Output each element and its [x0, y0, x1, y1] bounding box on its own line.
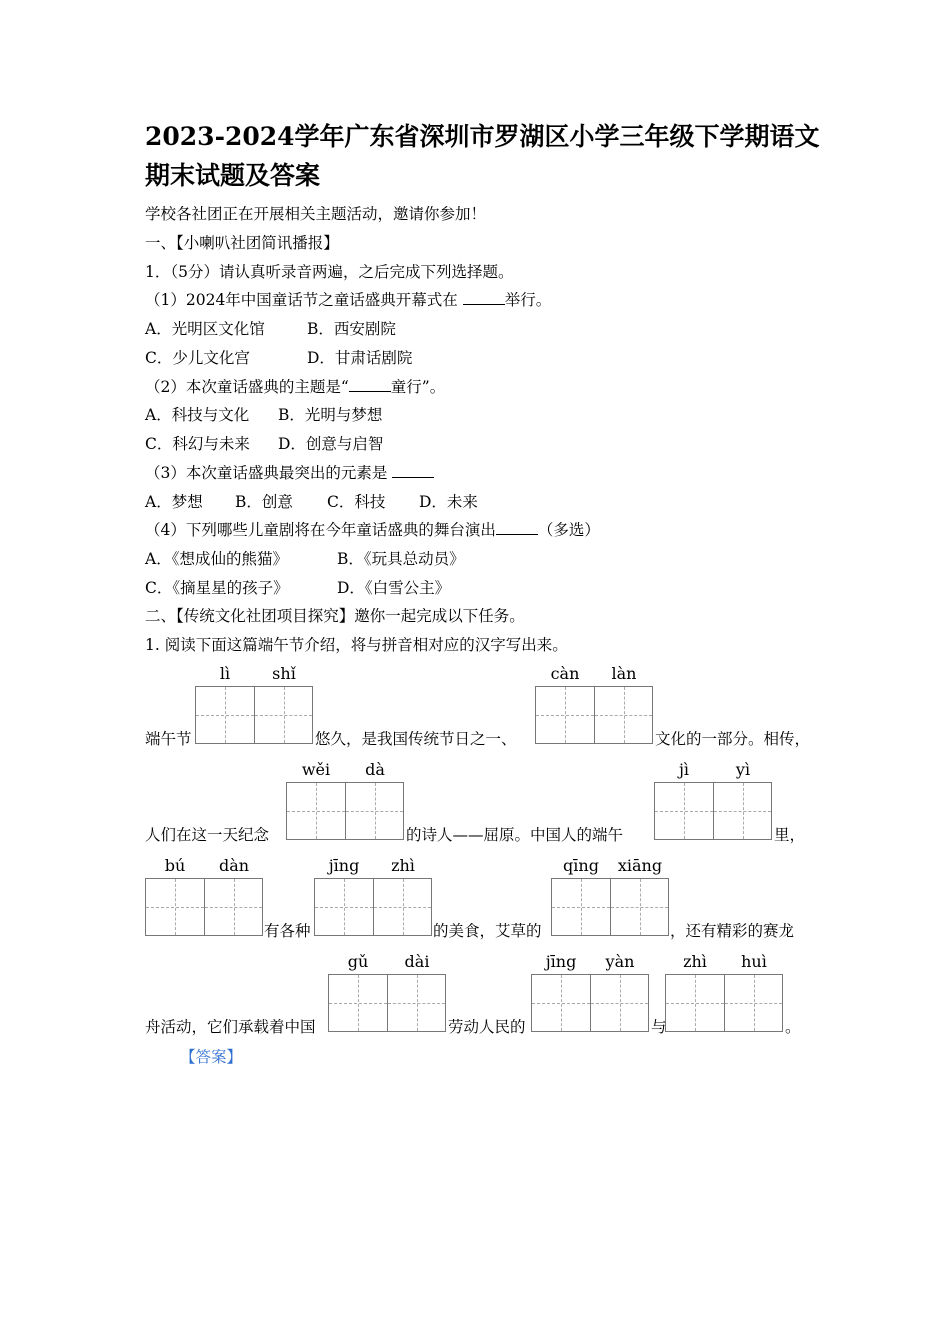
- passage-text: 里，: [774, 826, 806, 844]
- passage-text: 悠久，是我国传统节日之一、: [315, 730, 517, 748]
- pinyin-label: bú: [164, 856, 186, 875]
- character-grid[interactable]: [314, 878, 432, 936]
- pinyin-label: jīng: [328, 856, 360, 875]
- option-d: D．甘肃话剧院: [307, 349, 413, 367]
- grid-cell[interactable]: [387, 975, 445, 1031]
- pinyin-label: càn: [550, 664, 580, 683]
- option-b: B．光明与梦想: [278, 406, 383, 424]
- grid-cell[interactable]: [594, 687, 652, 743]
- passage-text: 舟活动，它们承载着中国: [145, 1018, 316, 1036]
- option-d: D．创意与启智: [278, 435, 384, 453]
- character-grid[interactable]: [665, 974, 783, 1032]
- pinyin-label: jì: [678, 760, 690, 779]
- grid-cell[interactable]: [666, 975, 724, 1031]
- question-1-1-text: （1）2024年中国童话节之童话盛典开幕式在: [145, 291, 463, 309]
- option-a: A．光明区文化馆: [145, 320, 265, 338]
- pinyin-label: dàn: [218, 856, 250, 875]
- answer-blank: [496, 520, 538, 535]
- question-1-4-suffix: （多选）: [537, 521, 600, 539]
- question-1-1-options-ab: [145, 319, 396, 339]
- option-a: A．《想成仙的熊猫》: [145, 550, 288, 568]
- question-1-2-text: （2）本次童话盛典的主题是“: [145, 378, 349, 396]
- option-a: A．梦想: [145, 493, 203, 511]
- pinyin-label: gǔ: [347, 952, 369, 971]
- option-c: C．《摘星星的孩子》: [145, 579, 289, 597]
- pinyin-label: zhì: [683, 952, 707, 971]
- grid-cell[interactable]: [196, 687, 254, 743]
- question-1-1-suffix: 举行。: [504, 291, 552, 309]
- passage-text: 的美食，艾草的: [433, 922, 542, 940]
- passage-text: 劳动人民的: [448, 1018, 526, 1036]
- grid-cell[interactable]: [552, 879, 610, 935]
- grid-cell[interactable]: [287, 783, 345, 839]
- pinyin-label: yàn: [605, 952, 635, 971]
- grid-cell[interactable]: [655, 783, 713, 839]
- pinyin-label: dài: [404, 952, 430, 971]
- option-d: D．未来: [419, 493, 478, 511]
- question-2-1: 1. 阅读下面这篇端午节介绍，将与拼音相对应的汉字写出来。: [145, 636, 568, 654]
- pinyin-label: zhì: [391, 856, 415, 875]
- option-d: D．《白雪公主》: [337, 579, 451, 597]
- pinyin-label: xiāng: [617, 856, 663, 875]
- passage-text: 端午节: [145, 730, 192, 748]
- passage-text: 与: [651, 1018, 667, 1036]
- option-c: C．少儿文化宫: [145, 349, 250, 367]
- question-1-1: [145, 290, 551, 310]
- grid-cell[interactable]: [724, 975, 782, 1031]
- question-1-2-suffix: 童行”。: [390, 378, 446, 396]
- grid-cell[interactable]: [254, 687, 312, 743]
- pinyin-label: làn: [611, 664, 637, 683]
- doc-title-line1: 2023-2024学年广东省深圳市罗湖区小学三年级下学期语文: [145, 122, 820, 151]
- option-b: B．西安剧院: [307, 320, 396, 338]
- grid-cell[interactable]: [329, 975, 387, 1031]
- question-1-2: [145, 377, 445, 397]
- grid-cell[interactable]: [315, 879, 373, 935]
- question-1-4: [145, 520, 600, 540]
- pinyin-label: yì: [735, 760, 751, 779]
- answer-blank: [349, 377, 391, 392]
- pinyin-label: shǐ: [272, 664, 296, 683]
- character-grid[interactable]: [551, 878, 669, 936]
- question-1-3-options: [145, 492, 478, 512]
- answer-label: 【答案】: [180, 1048, 243, 1066]
- passage-text: 有各种: [264, 922, 311, 940]
- grid-cell[interactable]: [146, 879, 204, 935]
- passage-text: 的诗人——屈原。中国人的端午: [406, 826, 624, 844]
- pinyin-label: dà: [365, 760, 385, 779]
- character-grid[interactable]: [328, 974, 446, 1032]
- section-2-heading: 二、【传统文化社团项目探究】邀你一起完成以下任务。: [145, 607, 525, 625]
- grid-cell[interactable]: [204, 879, 262, 935]
- intro-text: 学校各社团正在开展相关主题活动，邀请你参加！: [145, 205, 487, 223]
- pinyin-label: wěi: [301, 760, 331, 779]
- passage-text: 文化的一部分。相传，: [655, 730, 811, 748]
- grid-cell[interactable]: [713, 783, 771, 839]
- option-c: C．科幻与未来: [145, 435, 250, 453]
- option-b: B．《玩具总动员》: [337, 550, 465, 568]
- passage-text: ，还有精彩的赛龙: [670, 922, 795, 940]
- question-1-4-options-cd: [145, 578, 450, 598]
- character-grid[interactable]: [145, 878, 263, 936]
- grid-cell[interactable]: [532, 975, 590, 1031]
- grid-cell[interactable]: [536, 687, 594, 743]
- question-1-3-text: （3）本次童话盛典最突出的元素是: [145, 464, 393, 482]
- question-1: 1．（5分）请认真听录音两遍，之后完成下列选择题。: [145, 263, 514, 281]
- grid-cell[interactable]: [373, 879, 431, 935]
- question-1-1-options-cd: [145, 348, 412, 368]
- grid-cell[interactable]: [590, 975, 648, 1031]
- character-grid[interactable]: [195, 686, 313, 744]
- doc-title-line2: 期末试题及答案: [145, 161, 321, 190]
- character-grid[interactable]: [531, 974, 649, 1032]
- question-1-3: [145, 463, 434, 483]
- pinyin-label: qīng: [563, 856, 599, 875]
- option-b: B．创意: [235, 493, 293, 511]
- pinyin-label: jīng: [545, 952, 577, 971]
- grid-cell[interactable]: [610, 879, 668, 935]
- pinyin-label: lì: [219, 664, 231, 683]
- pinyin-label: huì: [741, 952, 767, 971]
- section-1-heading: 一、【小喇叭社团简讯播报】: [145, 234, 339, 252]
- grid-cell[interactable]: [345, 783, 403, 839]
- option-c: C．科技: [327, 493, 386, 511]
- question-1-4-options-ab: [145, 549, 465, 569]
- passage-text: 人们在这一天纪念: [145, 826, 270, 844]
- answer-blank: [463, 290, 505, 305]
- character-grid[interactable]: [535, 686, 653, 744]
- question-1-2-options-cd: [145, 434, 383, 454]
- character-grid[interactable]: [654, 782, 772, 840]
- passage-text: 。: [785, 1018, 801, 1036]
- question-1-2-options-ab: [145, 405, 382, 425]
- option-a: A．科技与文化: [145, 406, 250, 424]
- question-1-4-text: （4）下列哪些儿童剧将在今年童话盛典的舞台演出: [145, 521, 496, 539]
- answer-blank: [392, 463, 434, 478]
- character-grid[interactable]: [286, 782, 404, 840]
